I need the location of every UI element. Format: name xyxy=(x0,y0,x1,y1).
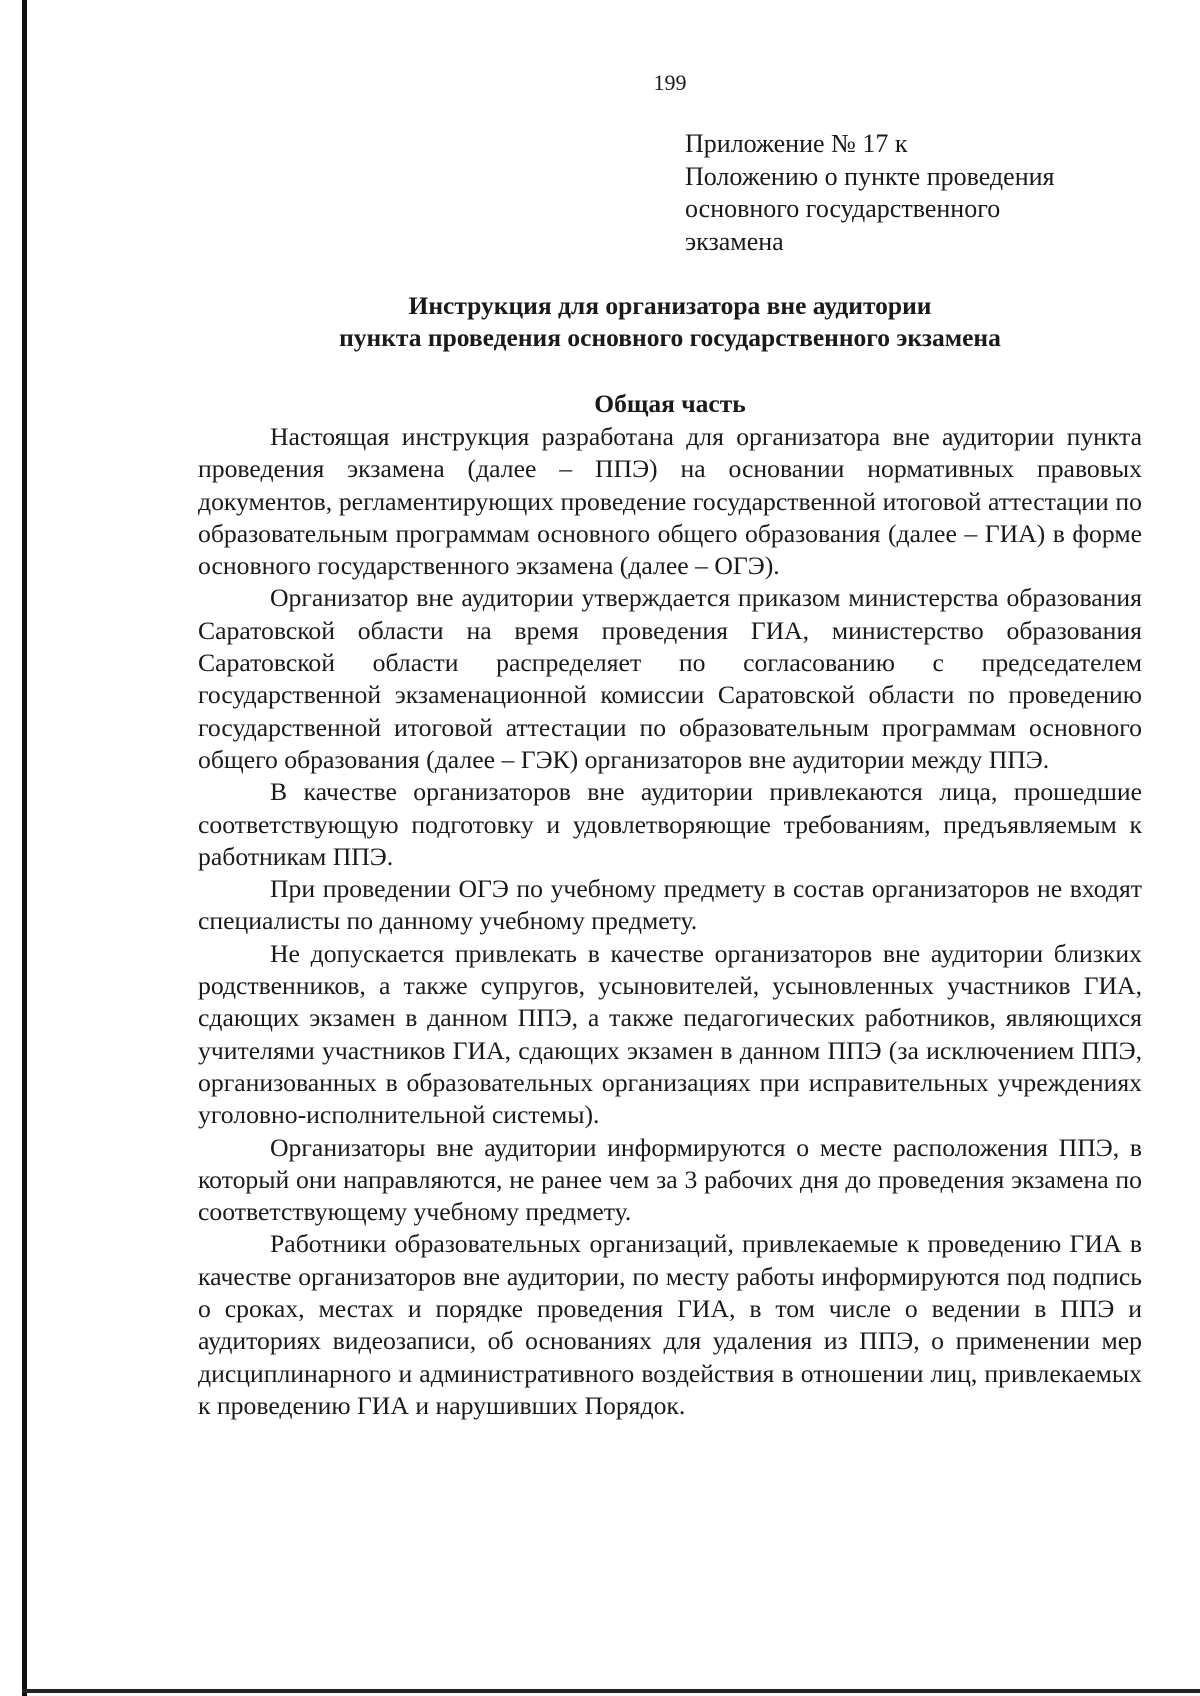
title-line: Инструкция для организатора вне аудитории xyxy=(408,291,932,320)
title-line: пункта проведения основного государственного экзамена xyxy=(339,323,1001,352)
appendix-note xyxy=(685,128,1105,258)
paragraph: Работники образовательных организаций, привлекаемые к проведению ГИА в качестве организаторов вне аудитории, по месту работы информируются под подпись о сроках, местах и порядке проведения ГИА, в том числе о ведении в ППЭ и аудиториях видеозаписи, об основаниях для удаления из ППЭ, о применении мер дисциплинарного и административного воздействия в отношении лиц, привлекаемых к проведению ГИА и нарушивших Порядок. xyxy=(198,1229,1142,1420)
page-number: 199 xyxy=(653,70,687,95)
paragraph: В качестве организаторов вне аудитории привлекаются лица, прошедшие соответствующую подготовку и удовлетворяющие требованиям, предъявляемым к работникам ППЭ. xyxy=(198,777,1142,871)
document-body xyxy=(198,421,1142,1422)
paragraph: Организаторы вне аудитории информируются о месте расположения ППЭ, в который они направляются, не ранее чем за 3 рабочих дня до проведения экзамена по соответствующему учебному предмету. xyxy=(198,1132,1142,1227)
section-heading: Общая часть xyxy=(594,389,746,418)
appendix-line: Приложение № 17 к xyxy=(685,129,908,158)
paragraph: Не допускается привлекать в качестве организаторов вне аудитории близких родственников, а также супругов, усыновителей, усыновленных участников ГИА, сдающих экзамен в данном ППЭ, а также педагогических работников, являющихся учителями участников ГИА, сдающих экзамен в данном ППЭ (за исключением ППЭ, организованных в образовательных организациях при исправительных учреждениях уголовно-исполнительной системы). xyxy=(198,938,1142,1130)
scan-border-bottom xyxy=(22,1689,1200,1693)
appendix-line: экзамена xyxy=(685,226,784,256)
paragraph: Организатор вне аудитории утверждается приказом министерства образования Саратовской области на время проведения ГИА, министерство образования Саратовской области распределяет по согласованию с председателем государственной экзаменационной комиссии Саратовской области по проведению государственной итоговой аттестации по образовательным программам основного общего образования (далее – ГЭК) организаторов вне аудитории между ППЭ. xyxy=(198,583,1142,774)
appendix-line: Положению о пункте проведения xyxy=(685,161,1055,191)
appendix-line: основного государственного xyxy=(685,194,1001,223)
scan-border-left xyxy=(22,0,27,1696)
document-title xyxy=(198,290,1142,354)
paragraph: При проведении ОГЭ по учебному предмету в состав организаторов не входят специалисты по данному учебному предмету. xyxy=(198,874,1142,936)
paragraph: Настоящая инструкция разработана для организатора вне аудитории пункта проведения экзамена (далее – ППЭ) на основании нормативных правовых документов, регламентирующих проведение государственной итоговой аттестации по образовательным программам основного общего образования (далее – ГИА) в форме основного государственного экзамена (далее – ОГЭ). xyxy=(198,422,1142,581)
